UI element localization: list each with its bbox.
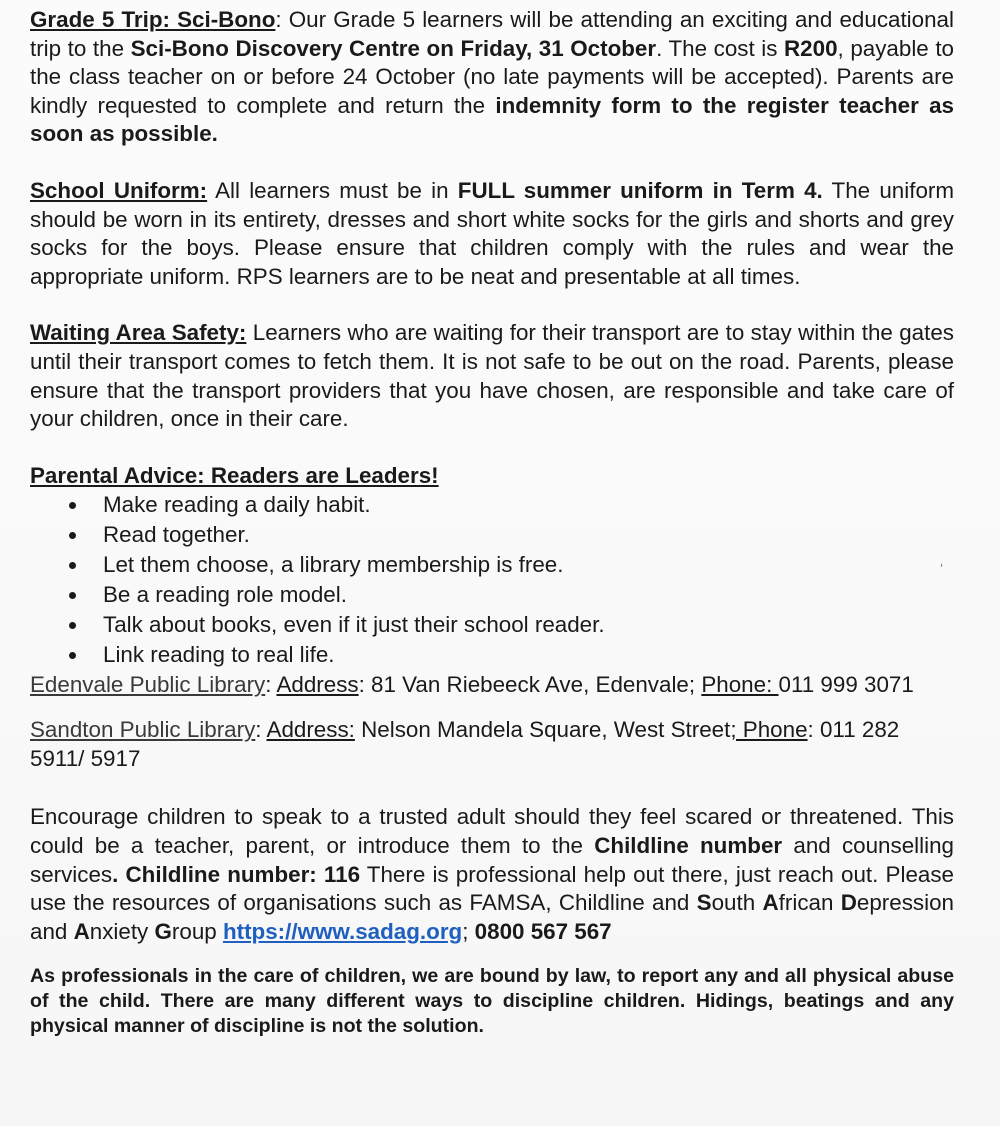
sandton-phone-label: ; Phone <box>730 717 808 743</box>
edenvale-phone: 011 999 3071 <box>778 672 914 698</box>
list-item: Be a reading role model. <box>103 580 954 610</box>
stray-mark: ‘ <box>940 560 944 576</box>
grade5-trip-paragraph: Grade 5 Trip: Sci-Bono: Our Grade 5 learners will be attending an exciting and educational trip to the Sci-Bono Discovery Centre on Friday, 31 October. The cost is R200, payable to the class teacher on or before 24 October (no late payments will be accepted). Parents are kindly requested to complete and return the indemnity form to the register teacher as soon as possible. <box>30 7 954 147</box>
list-item: Read together. <box>103 520 954 550</box>
sandton-library-name: Sandton Public Library <box>30 717 256 743</box>
list-item: Let them choose, a library membership is free. <box>103 550 954 580</box>
sandton-phone: : 011 282 5911/ 5917 <box>30 717 900 772</box>
encourage-paragraph: Encourage children to speak to a trusted adult should they feel scared or threatened. This could be a teacher, parent, or introduce them to the Childline number and counselling services. Childline number: 116 There is professional help out there, just reach out. Please use the resources of organisations such as FAMSA, Childline and South African Depression and Anxiety Group https://www.sadag.org; 0800 567 567 <box>30 804 954 944</box>
list-item: Link reading to real life. <box>103 640 954 670</box>
parental-advice-heading-line <box>30 462 954 491</box>
school-uniform-heading: School Uniform: <box>30 177 208 203</box>
sadag-phone: 0800 567 567 <box>474 918 612 944</box>
parental-advice-heading: Parental Advice: Readers are Leaders! <box>30 462 439 488</box>
grade5-trip-heading: Grade 5 Trip: Sci-Bono <box>30 7 276 32</box>
school-uniform-paragraph: School Uniform: All learners must be in FULL summer uniform in Term 4. The uniform should be worn in its entirety, dresses and short white socks for the girls and shorts and grey socks for the boys. Please ensure that children comply with the rules and wear the appropriate uniform. RPS learners are to be neat and presentable at all times. <box>30 177 955 289</box>
edenvale-library-entry: Edenvale Public Library: Address: 81 Van Riebeeck Ave, Edenvale; Phone: 011 999 3071 <box>30 672 914 698</box>
edenvale-library-name: Edenvale Public Library <box>30 672 266 698</box>
sandton-library-entry: Sandton Public Library: Address: Nelson Mandela Square, West Street; Phone: 011 282 5911/ 5917 <box>30 717 900 772</box>
reading-tips-list <box>30 490 954 670</box>
sandton-address-label: Address: <box>266 717 355 743</box>
legal-notice: As professionals in the care of children, we are bound by law, to report any and all physical abuse of the child. There are many different ways to discipline children. Hidings, beatings and any physical manner of discipline is not the solution. <box>30 965 954 1038</box>
list-item: Talk about books, even if it just their school reader. <box>103 610 954 640</box>
sadag-link[interactable]: https://www.sadag.org <box>222 918 463 944</box>
edenvale-address-label: Address <box>276 672 359 698</box>
edenvale-phone-label: Phone: <box>701 672 779 698</box>
list-item: Make reading a daily habit. <box>103 490 954 520</box>
waiting-area-paragraph: Waiting Area Safety: Learners who are waiting for their transport are to stay within the gates until their transport comes to fetch them. It is not safe to be out on the road. Parents, please ensure that the transport providers that you have chosen, are responsible and take care of your children, once in their care. <box>30 320 954 432</box>
waiting-area-heading: Waiting Area Safety: <box>30 320 247 346</box>
